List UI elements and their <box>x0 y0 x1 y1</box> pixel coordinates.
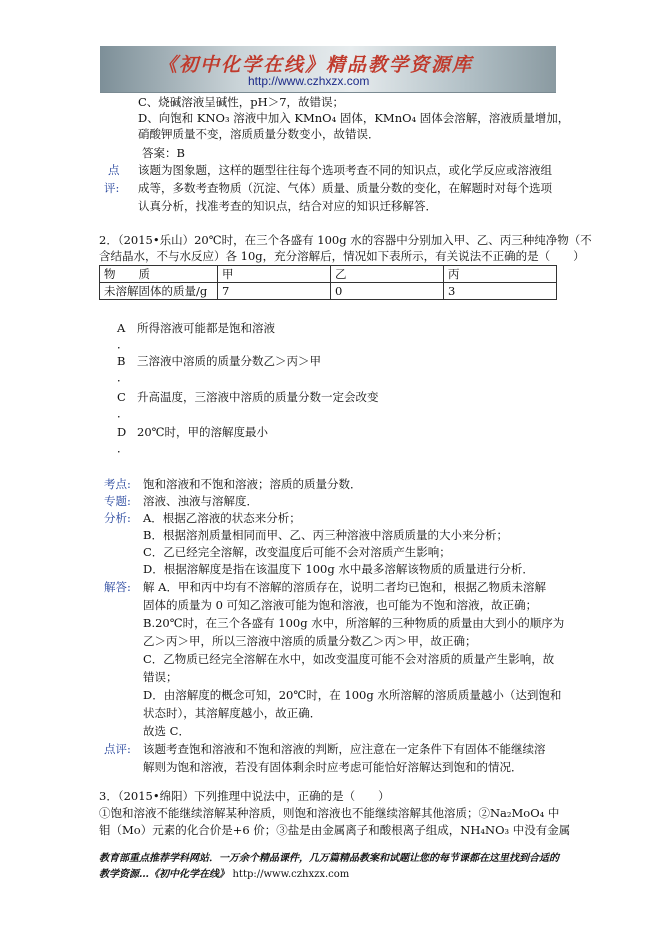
jieda-line-6: 错误； <box>143 670 178 684</box>
footer-resource-text: 教学资源…《初中化学在线》 <box>99 869 229 880</box>
jieda-line-7: D．由溶解度的概念可知，20℃时，在 100g 水所溶解的溶质质量越小（达到饱和 <box>143 688 562 702</box>
jieda-line-8: 状态时），其溶解度越小，故正确． <box>143 706 322 720</box>
dianping-line-1: 该题考查饱和溶液和不饱和溶液的判断，应注意在一定条件下有固体不能继续溶 <box>143 742 546 756</box>
dianping-line-2: 解则为饱和溶液，若没有固体剩余时应考虑可能恰好溶解达到饱和的情况． <box>143 760 523 774</box>
table-cell: 物 质 <box>100 266 218 283</box>
review-line-1: 该题为图象题，这样的题型往往每个选项考查不同的知识点，或化学反应或溶液组 <box>138 163 552 177</box>
jieda-label: 解答: <box>104 580 131 594</box>
option-a-key: A <box>117 321 126 335</box>
review-line-3: 认真分析，找准考查的知识点，结合对应的知识迁移解答． <box>138 199 437 213</box>
answer-text: 答案：B <box>142 146 185 160</box>
fenxi-line-1: A．根据乙溶液的状态来分析； <box>143 511 301 525</box>
kaodian-label: 考点: <box>104 477 131 491</box>
option-d-dot: ． <box>117 441 129 455</box>
table-cell: 未溶解固体的质量/g <box>100 283 218 300</box>
fenxi-line-3: C．乙已经完全溶解，改变温度后可能不会对溶质产生影响； <box>143 545 451 559</box>
review-line-2: 成等，多数考查物质（沉淀、气体）质量、质量分数的变化，在解题时对每个选项 <box>138 181 552 195</box>
table-cell: 3 <box>444 283 557 300</box>
jieda-line-5: C．乙物质已经完全溶解在水中，如改变温度可能不会对溶质的质量产生影响，故 <box>143 652 555 666</box>
review-label-bottom: 评: <box>104 181 120 195</box>
table-cell: 乙 <box>331 266 444 283</box>
option-d-text: 20℃时，甲的溶解度最小 <box>137 425 268 439</box>
option-c-key: C <box>117 390 126 404</box>
q2-stem-2: 含结晶水，不与水反应）各 10g，充分溶解后，情况如下表所示，有关说法不正确的是（ ） <box>99 249 585 263</box>
footer-line-2 <box>99 868 349 882</box>
table-cell: 7 <box>218 283 331 300</box>
jieda-line-1: 解 A．甲和丙中均有不溶解的溶质存在，说明二者均已饱和，根据乙物质未溶解 <box>143 580 546 594</box>
fenxi-label: 分析: <box>104 511 131 525</box>
table-row <box>100 283 557 300</box>
header-banner <box>100 46 556 93</box>
option-b-key: B <box>117 354 126 368</box>
review-label-top: 点 <box>108 163 120 177</box>
option-d-key: D <box>117 425 127 439</box>
q2-data-table <box>99 265 557 300</box>
q3-line-1: ①饱和溶液不能继续溶解某种溶质，则饱和溶液也不能继续溶解其他溶质；②Na₂MoO₄ 中 <box>99 806 560 820</box>
jieda-line-4: 乙＞丙＞甲，所以三溶液中溶质的质量分数乙＞丙＞甲，故正确； <box>143 634 477 648</box>
table-cell: 丙 <box>444 266 557 283</box>
jieda-line-3: B.20℃时，在三个各盛有 100g 水中，所溶解的三种物质的质量由大到小的顺序为 <box>143 616 565 630</box>
q3-line-2: 钼（Mo）元素的化合价是+6 价；③盐是由金属离子和酸根离子组成，NH₄NO₃ 中没有金属 <box>99 823 571 837</box>
fenxi-line-4: D．根据溶解度是指在该温度下 100g 水中最多溶解该物质的质量进行分析． <box>143 562 534 576</box>
option-a-text: 所得溶液可能都是饱和溶液 <box>137 321 275 335</box>
table-cell: 0 <box>331 283 444 300</box>
jieda-line-9: 故选 C． <box>143 724 190 738</box>
q2-stem-1: 2．（2015•乐山）20℃时，在三个各盛有 100g 水的容器中分别加入甲、乙、丙三种纯净物（不 <box>99 233 592 247</box>
option-b-text: 三溶液中溶质的质量分数乙＞丙＞甲 <box>137 354 321 368</box>
jieda-line-2: 固体的质量为 0 可知乙溶液可能为饱和溶液，也可能为不饱和溶液，故正确； <box>143 598 538 612</box>
table-row <box>100 266 557 283</box>
footer-line-1: 教育部重点推荐学科网站．一万余个精品课件，几万篇精品教案和试题让您的每节课都在这里找到合适的 <box>99 853 559 864</box>
footer-url[interactable]: http://www.czhxzx.com <box>232 869 350 880</box>
q3-stem: 3．（2015•绵阳）下列推理中说法中，正确的是（ ） <box>99 789 390 803</box>
option-d-analysis-1: D、向饱和 KNO₃ 溶液中加入 KMnO₄ 固体，KMnO₄ 固体会溶解，溶液质量增加， <box>138 111 570 125</box>
banner-url[interactable]: http://www.czhxzx.com <box>248 74 370 88</box>
option-b-dot: ． <box>117 370 129 384</box>
fenxi-line-2: B．根据溶剂质量相同而甲、乙、丙三种溶液中溶质质量的大小来分析； <box>143 528 508 542</box>
kaodian-text: 饱和溶液和不饱和溶液；溶质的质量分数． <box>143 477 362 491</box>
option-c-dot: ． <box>117 406 129 420</box>
zhuanti-label: 专题: <box>104 494 131 508</box>
option-d-analysis-2: 硝酸钾质量不变，溶质质量分数变小，故错误． <box>138 127 380 141</box>
dianping-label: 点评: <box>104 742 131 756</box>
table-cell: 甲 <box>218 266 331 283</box>
banner-title: 《初中化学在线》精品教学资源库 <box>158 54 474 76</box>
option-a-dot: ． <box>117 337 129 351</box>
option-c-text: 升高温度，三溶液中溶质的质量分数一定会改变 <box>137 390 379 404</box>
option-c-analysis: C、烧碱溶液呈碱性，pH＞7，故错误； <box>138 95 345 109</box>
zhuanti-text: 溶液、浊液与溶解度． <box>143 494 258 508</box>
